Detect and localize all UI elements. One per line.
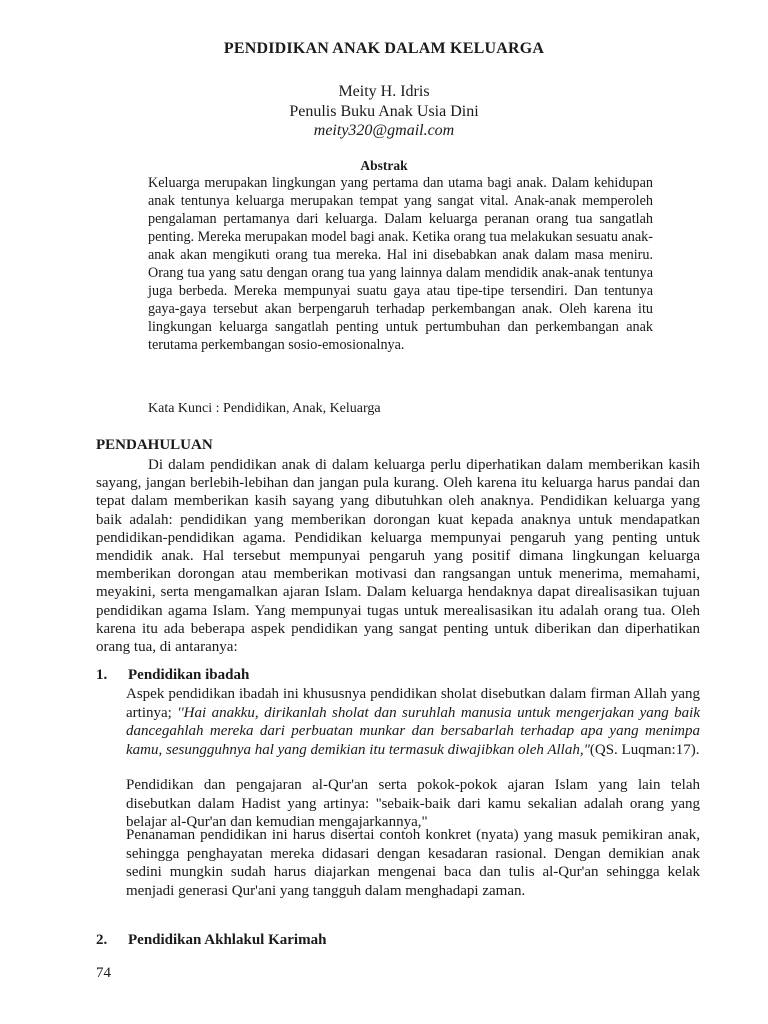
item-1-paragraph-2: Pendidikan dan pengajaran al-Qur'an serta pokok-pokok ajaran Islam yang lain telah disebutkan dalam Hadist yang artinya: ''sebaik-baik dari kamu sekalian adalah orang yang belajar al-Qur'an dan kemudian mengajarkannya," [126, 777, 700, 831]
item-1-lead-text: Aspek pendidikan ibadah ini khususnya pendidikan sholat disebutkan dalam firman Allah yang artinya; [126, 686, 700, 721]
item-1-reference: (QS. Luqman:17). [589, 742, 700, 759]
item-1-paragraph-1 [126, 685, 700, 760]
paper-title: PENDIDIKAN ANAK DALAM KELUARGA [223, 40, 545, 57]
abstract-text: Keluarga merupakan lingkungan yang pertama dan utama bagi anak. Dalam kehidupan anak tentunya keluarga merupakan tempat yang sangat vital. Anak-anak memperoleh pengalaman pertamanya dari keluarga. Dalam keluarga peranan orang tua sangatlah penting. Mereka merupakan model bagi anak. Ketika orang tua melakukan sesuatu anak-anak akan mengikuti orang tua mereka. Hal ini disebabkan anak dalam masa meniru. Orang tua yang satu dengan orang tua yang lainnya dalam mendidik anak-anak tentunya juga berbeda. Mereka mempunyai suatu gaya atau tipe-tipe tersendiri. Dan tentunya gaya-gaya tersebut akan berpengaruh terhadap perkembangan anak. Oleh karena itu lingkungan keluarga sangatlah penting untuk pertumbuhan dan perkembangan anak terutama perkembangan sosio-emosionalnya. [148, 175, 653, 353]
item-1-paragraph-3: Penanaman pendidikan ini harus disertai contoh konkret (nyata) yang masuk pemikiran anak, sehingga penghayatan mereka didasari dengan kesadaran rasional. Dengan demikian anak sedini mungkin sudah harus diajarkan mengenai baca dan tulis al-Qur'an sehingga kelak menjadi generasi Qur'ani yang tangguh dalam menghadapi zaman. [126, 827, 700, 900]
page-number: 74 [96, 965, 111, 981]
author-block [0, 82, 768, 141]
item-2-title: Pendidikan Akhlakul Karimah [128, 932, 327, 948]
intro-paragraph: Di dalam pendidikan anak di dalam keluarga perlu diperhatikan dalam memberikan kasih sayang, jangan berlebih-lebihan dan jangan pula kurang. Oleh karena itu keluarga harus pandai dan tepat dalam memberikan kasih sayang yang dibutuhkan oleh anaknya. Pendidikan keluarga yang baik adalah: pendidikan yang memberikan dorongan kuat kepada anaknya untuk mendapatkan pendidikan-pendidikan agama. Pendidikan keluarga mempunyai pengaruh yang penting untuk mendidik anak. Hal tersebut mempunyai pengaruh yang positif dimana lingkungan keluarga memberikan dorongan atau memberikan motivasi dan rangsangan untuk menerima, memahami, meyakini, serta mengamalkan ajaran Islam. Dalam keluarga hendaknya dapat direalisasikan tujuan pendidikan agama Islam. Yang mempunyai tugas untuk merealisasikan itu adalah orang tua. Oleh karena itu ada beberapa aspek pendidikan yang sangat penting untuk diberikan dan diperhatikan orang tua, di antaranya: [96, 457, 700, 656]
item-1-number: 1. [96, 667, 108, 683]
author-role: Penulis Buku Anak Usia Dini [289, 102, 479, 120]
item-1-quote: ''Hai anakku, dirikanlah sholat dan suruhlah manusia untuk mengerjakan yang baik dancegahlah mereka dari perbuatan munkar dan bersabarlah terhadap apa yang menimpa kamu, sesungguhnya hal yang demikian itu termasuk diwajibkan oleh Allah," [126, 704, 700, 759]
item-1-title: Pendidikan ibadah [128, 667, 250, 683]
author-name: Meity H. Idris [338, 83, 430, 100]
item-2-number: 2. [96, 932, 108, 948]
abstract-heading: Abstrak [360, 158, 408, 173]
author-email[interactable]: meity320@gmail.com [313, 122, 455, 139]
keywords-line: Kata Kunci : Pendidikan, Anak, Keluarga [148, 401, 381, 416]
section-heading: PENDAHULUAN [96, 437, 213, 453]
